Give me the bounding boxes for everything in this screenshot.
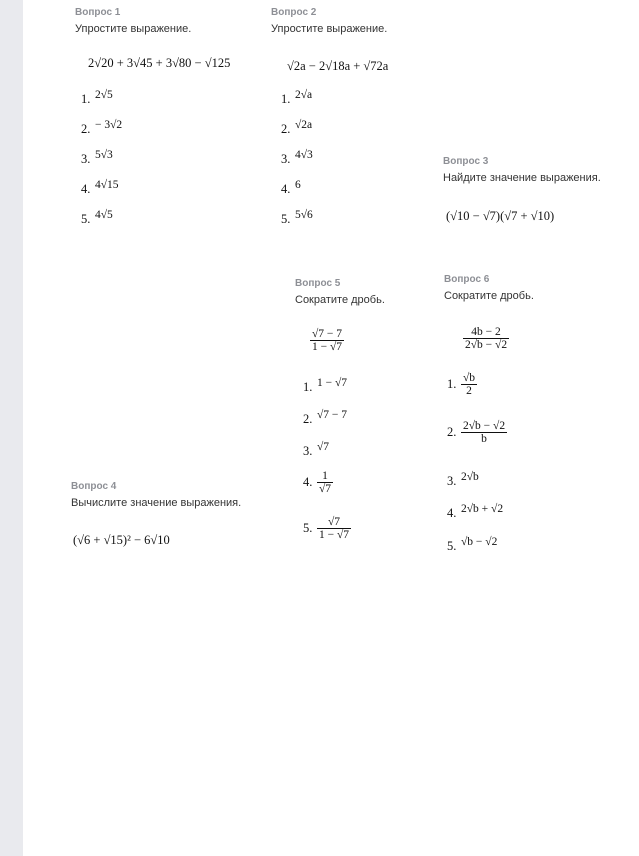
option-value: 6 [295, 179, 301, 191]
fraction [317, 516, 351, 541]
question-4 [71, 481, 241, 509]
question-2 [271, 7, 387, 35]
fraction [463, 326, 509, 351]
fraction-numerator: √b [463, 372, 476, 384]
option-number: 2. [303, 412, 313, 426]
question-1-expression: 2√20 + 3√45 + 3√80 − √125 [88, 56, 231, 70]
question-6-fraction [463, 326, 509, 351]
option-number: 3. [447, 474, 457, 488]
option-number: 4. [281, 182, 291, 196]
option-number: 1. [447, 377, 457, 392]
option-number: 5. [81, 212, 91, 226]
question-title: Вопрос 3 [443, 156, 489, 167]
question-1-option-3[interactable] [81, 150, 113, 168]
option-value: − 3√2 [95, 119, 123, 131]
question-6-option-5[interactable] [447, 537, 497, 555]
fraction-denominator: b [461, 432, 507, 445]
option-value: √b − √2 [461, 536, 498, 548]
question-2-option-3[interactable] [281, 150, 313, 168]
question-prompt: Найдите значение выражения. [443, 172, 601, 184]
question-2-option-5[interactable] [281, 210, 313, 228]
option-number: 4. [81, 182, 91, 196]
fraction [461, 420, 507, 445]
question-5-option-5[interactable] [303, 516, 351, 541]
fraction-denominator: 1 − √7 [319, 529, 350, 541]
question-6 [444, 274, 534, 302]
option-number: 4. [447, 506, 457, 520]
option-value: 1 − √7 [317, 377, 348, 389]
question-5-option-3[interactable] [303, 442, 329, 460]
question-5-option-4[interactable] [303, 470, 333, 495]
question-6-option-3[interactable] [447, 472, 479, 490]
question-title: Вопрос 5 [295, 278, 341, 289]
fraction-denominator: 1 − √7 [312, 341, 343, 353]
option-number: 3. [281, 152, 291, 166]
fraction-numerator: 4b − 2 [471, 326, 501, 338]
fraction-numerator: 1 [322, 470, 328, 482]
fraction [317, 470, 333, 495]
option-number: 4. [303, 475, 313, 490]
option-number: 1. [281, 92, 291, 106]
fraction-denominator: √7 [319, 483, 332, 495]
question-prompt: Сократите дробь. [295, 294, 385, 306]
option-value: 5√6 [295, 209, 313, 221]
question-6-option-2[interactable] [447, 420, 507, 445]
fraction-numerator: √7 [328, 516, 341, 528]
option-value: √7 [317, 441, 330, 453]
question-1-option-2[interactable] [81, 120, 122, 138]
question-5-option-1[interactable] [303, 378, 347, 396]
question-prompt: Вычислите значение выражения. [71, 497, 242, 509]
option-number: 3. [303, 444, 313, 458]
left-sidebar-strip [0, 0, 23, 856]
question-title: Вопрос 1 [75, 7, 121, 18]
question-2-option-1[interactable] [281, 90, 312, 108]
fraction [461, 372, 477, 397]
option-number: 1. [81, 92, 91, 106]
question-1-option-1[interactable] [81, 90, 113, 108]
option-number: 5. [447, 539, 457, 553]
question-5-fraction [310, 328, 344, 353]
question-5 [295, 278, 385, 306]
option-value: 2√b [461, 471, 479, 483]
option-number: 5. [281, 212, 291, 226]
question-3 [443, 156, 601, 184]
option-value: 5√3 [95, 149, 113, 161]
option-number: 3. [81, 152, 91, 166]
fraction-numerator: 2√b − √2 [463, 420, 506, 432]
option-value: √7 − 7 [317, 409, 348, 421]
question-prompt: Сократите дробь. [444, 290, 534, 302]
question-6-option-1[interactable] [447, 372, 477, 397]
question-prompt: Упростите выражение. [75, 23, 192, 35]
question-prompt: Упростите выражение. [271, 23, 388, 35]
question-3-expression: (√10 − √7)(√7 + √10) [446, 209, 555, 223]
option-value: 2√b + √2 [461, 503, 504, 515]
question-1 [75, 7, 191, 35]
question-2-option-4[interactable] [281, 180, 301, 198]
question-1-option-4[interactable] [81, 180, 119, 198]
option-value: √2a [295, 119, 313, 131]
question-6-option-4[interactable] [447, 504, 503, 522]
fraction-denominator: 2√b − √2 [465, 339, 508, 351]
option-value: 4√3 [295, 149, 313, 161]
option-number: 2. [81, 122, 91, 136]
question-title: Вопрос 4 [71, 481, 117, 492]
option-number: 1. [303, 380, 313, 394]
option-value: 4√15 [95, 179, 119, 191]
option-value: 2√5 [95, 89, 113, 101]
question-title: Вопрос 2 [271, 7, 317, 18]
question-5-option-2[interactable] [303, 410, 347, 428]
question-title: Вопрос 6 [444, 274, 490, 285]
question-4-expression: (√6 + √15)² − 6√10 [73, 533, 170, 547]
fraction-denominator: 2 [461, 384, 477, 397]
question-2-expression: √2a − 2√18a + √72a [287, 59, 389, 73]
option-number: 2. [281, 122, 291, 136]
question-1-option-5[interactable] [81, 210, 113, 228]
fraction-numerator: √7 − 7 [312, 328, 343, 340]
option-value: 2√a [295, 89, 313, 101]
option-number: 5. [303, 521, 313, 536]
document-page [23, 0, 639, 856]
option-number: 2. [447, 425, 457, 440]
question-2-option-2[interactable] [281, 120, 312, 138]
option-value: 4√5 [95, 209, 113, 221]
fraction [310, 328, 344, 353]
